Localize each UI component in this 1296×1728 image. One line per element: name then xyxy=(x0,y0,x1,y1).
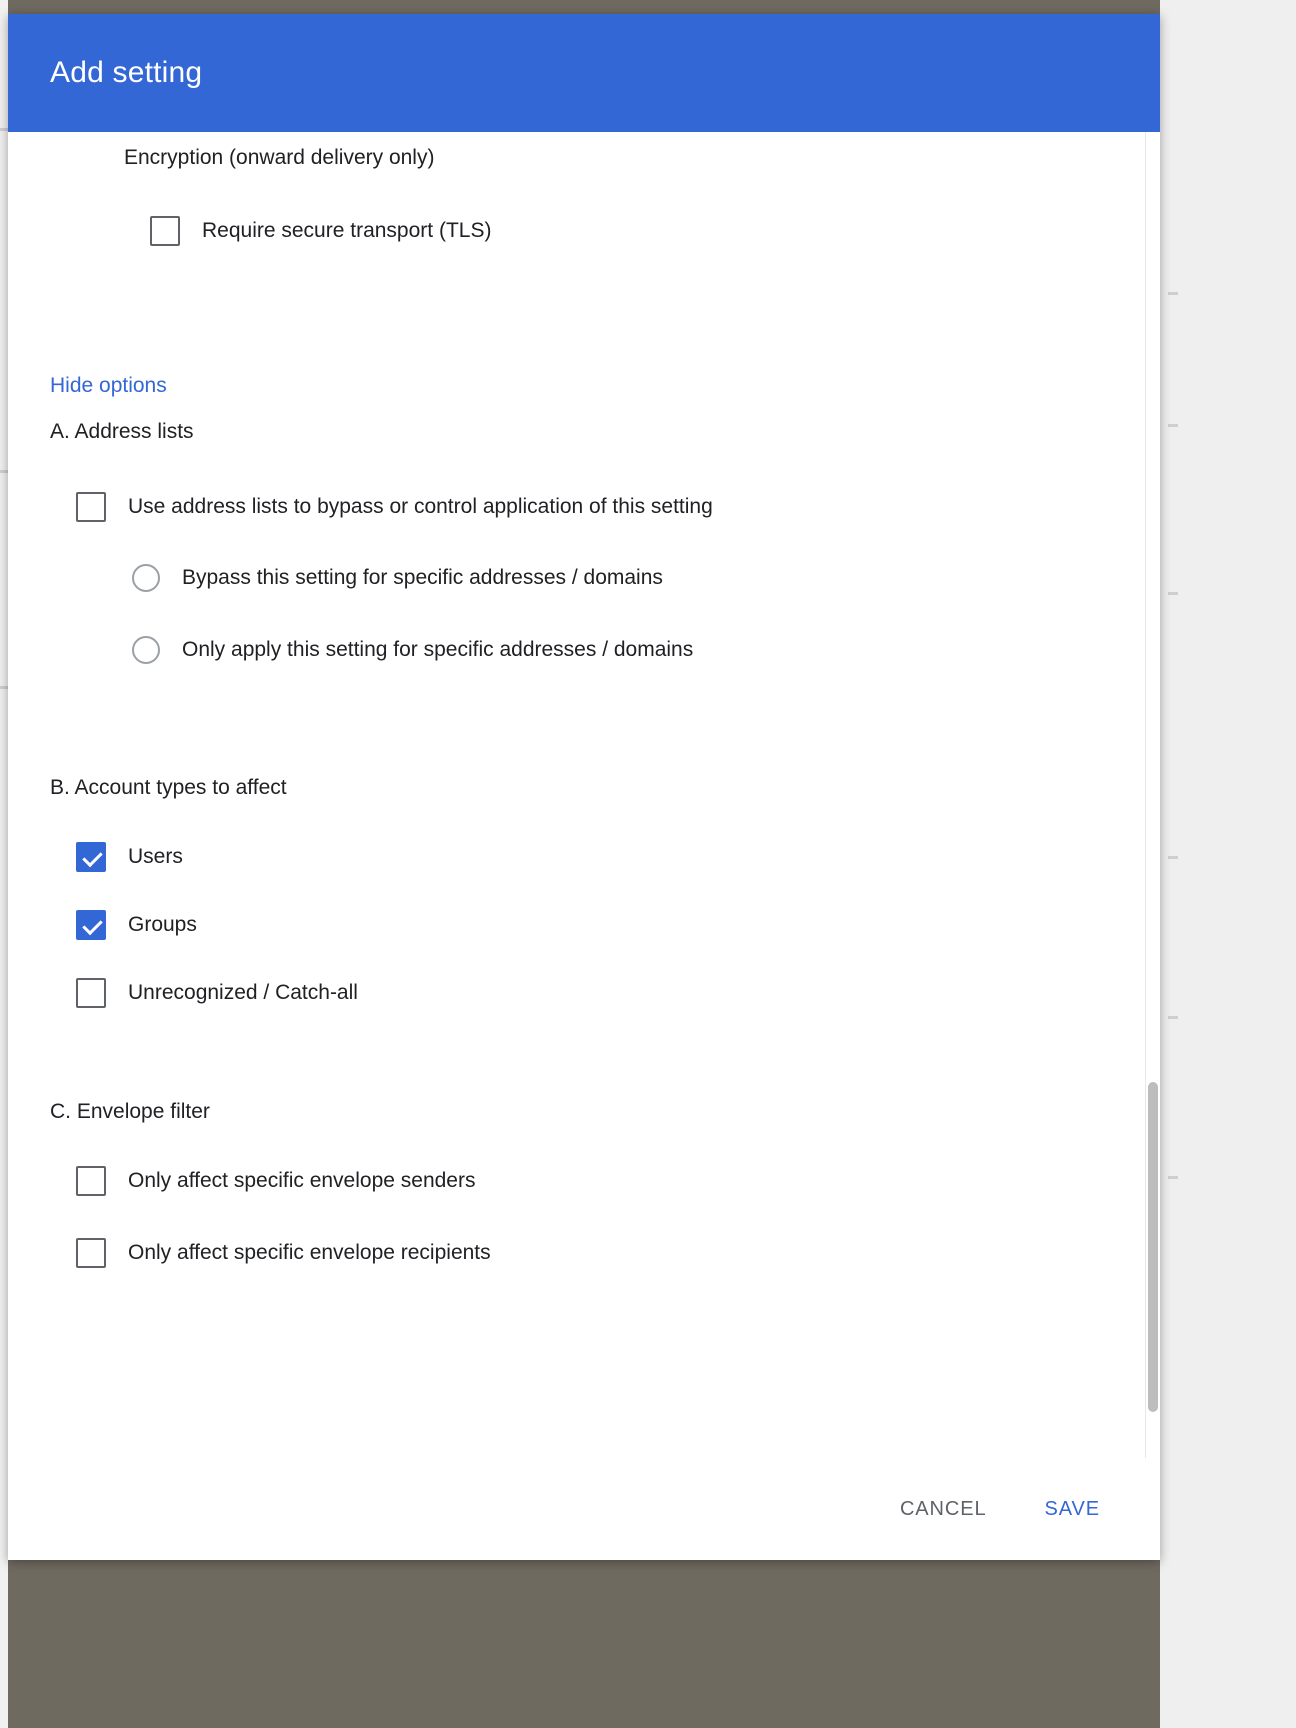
account-type-catchall-row[interactable] xyxy=(50,978,1118,1008)
envelope-recipients-row[interactable] xyxy=(50,1238,1118,1268)
require-tls-label: Require secure transport (TLS) xyxy=(202,219,492,242)
dialog-scrollbar-track[interactable] xyxy=(1145,132,1160,1458)
account-type-catchall-checkbox[interactable] xyxy=(76,978,106,1008)
envelope-senders-checkbox[interactable] xyxy=(76,1166,106,1196)
require-tls-checkbox[interactable] xyxy=(150,216,180,246)
use-address-lists-checkbox[interactable] xyxy=(76,492,106,522)
backdrop-ghost-line xyxy=(1168,1176,1178,1179)
section-a-heading: A. Address lists xyxy=(50,420,194,443)
bypass-setting-radio-row[interactable] xyxy=(50,564,1118,592)
bypass-setting-label: Bypass this setting for specific addresses / domains xyxy=(182,566,663,589)
encryption-heading: Encryption (onward delivery only) xyxy=(124,146,435,169)
account-type-groups-label: Groups xyxy=(128,913,197,936)
envelope-senders-label: Only affect specific envelope senders xyxy=(128,1169,476,1192)
backdrop-ghost-line xyxy=(1168,1016,1178,1019)
backdrop-ghost-line xyxy=(1168,424,1178,427)
account-type-groups-row[interactable] xyxy=(50,910,1118,940)
section-b-heading: B. Account types to affect xyxy=(50,776,287,799)
backdrop-ghost-line xyxy=(1168,856,1178,859)
only-apply-setting-radio[interactable] xyxy=(132,636,160,664)
backdrop-ghost-line xyxy=(1168,592,1178,595)
dialog-footer xyxy=(8,1458,1160,1560)
bypass-setting-radio[interactable] xyxy=(132,564,160,592)
backdrop-right-strip xyxy=(1160,0,1296,1728)
backdrop-ghost-line xyxy=(1168,292,1178,295)
section-c-heading: C. Envelope filter xyxy=(50,1100,210,1123)
hide-options-link[interactable]: Hide options xyxy=(50,374,167,397)
dialog-header xyxy=(8,14,1160,132)
only-apply-setting-label: Only apply this setting for specific addresses / domains xyxy=(182,638,694,661)
dialog-scrollbar-thumb[interactable] xyxy=(1148,1082,1158,1412)
account-type-users-row[interactable] xyxy=(50,842,1118,872)
account-type-groups-checkbox[interactable] xyxy=(76,910,106,940)
require-tls-row[interactable] xyxy=(50,216,1118,246)
account-type-users-checkbox[interactable] xyxy=(76,842,106,872)
use-address-lists-row[interactable] xyxy=(50,492,1118,522)
cancel-button[interactable]: CANCEL xyxy=(882,1486,1005,1533)
backdrop-left-strip xyxy=(0,0,8,1728)
dialog-body xyxy=(8,132,1160,1458)
account-type-users-label: Users xyxy=(128,845,183,868)
envelope-recipients-label: Only affect specific envelope recipients xyxy=(128,1241,491,1264)
dialog-title: Add setting xyxy=(50,56,203,89)
use-address-lists-label: Use address lists to bypass or control application of this setting xyxy=(128,495,713,518)
envelope-recipients-checkbox[interactable] xyxy=(76,1238,106,1268)
envelope-senders-row[interactable] xyxy=(50,1166,1118,1196)
only-apply-setting-radio-row[interactable] xyxy=(50,636,1118,664)
add-setting-dialog xyxy=(8,14,1160,1560)
save-button[interactable]: SAVE xyxy=(1027,1486,1118,1533)
account-type-catchall-label: Unrecognized / Catch-all xyxy=(128,981,358,1004)
